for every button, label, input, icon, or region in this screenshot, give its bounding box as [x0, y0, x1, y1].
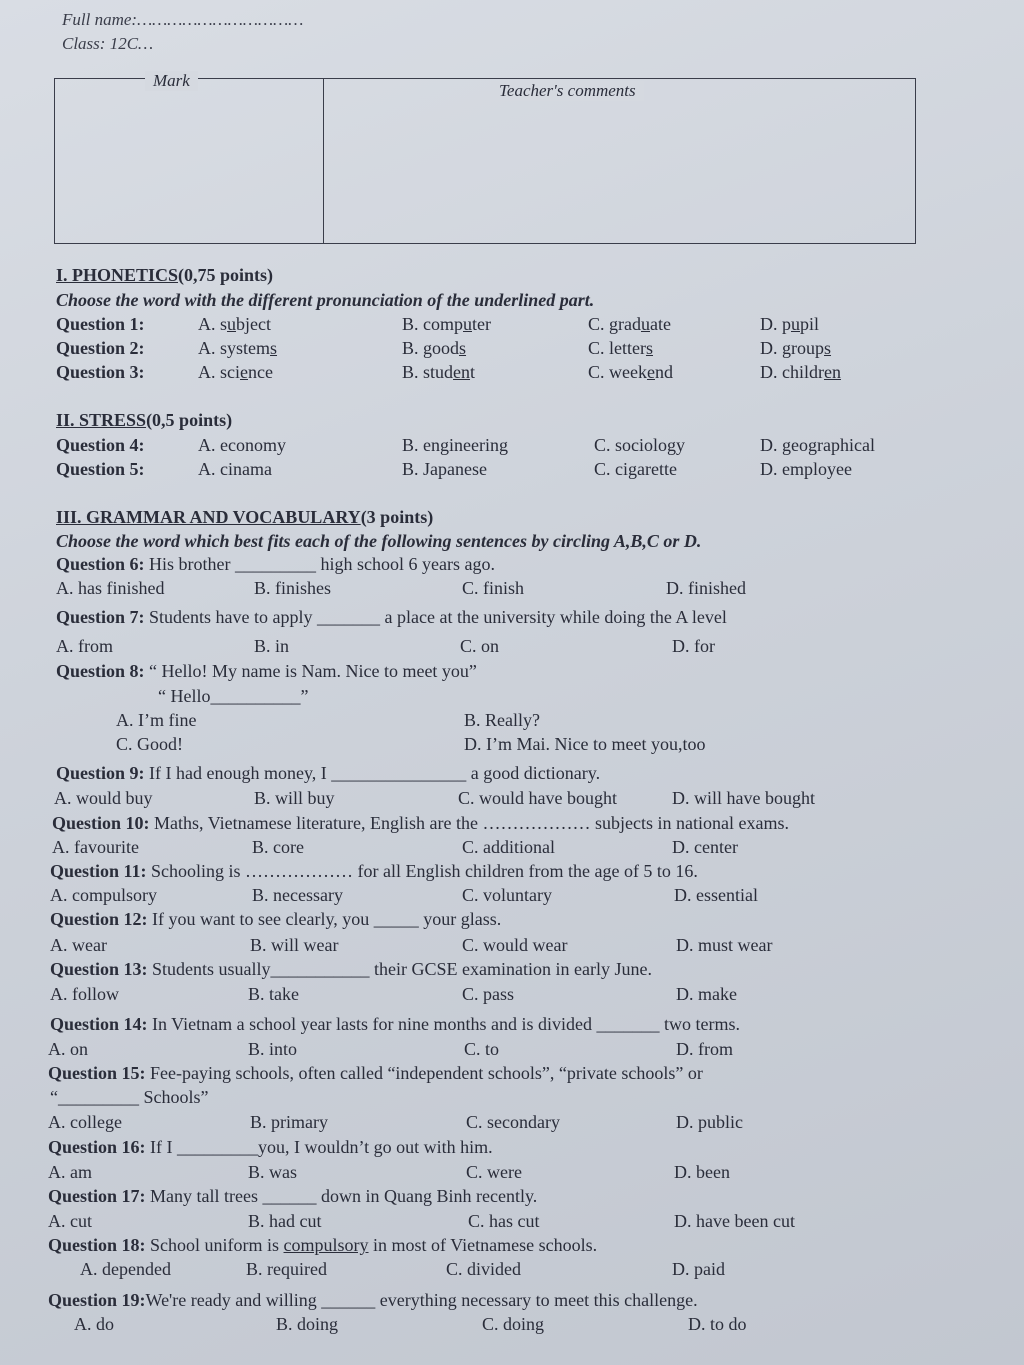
- question-row: Question 5: A. cinama B. Japanese C. cigarette D. employee: [56, 459, 852, 479]
- option[interactable]: C. Good!: [116, 734, 183, 754]
- option[interactable]: C. sociology: [594, 435, 686, 455]
- option[interactable]: B. into: [248, 1039, 298, 1059]
- option[interactable]: D. from: [676, 1039, 733, 1059]
- option[interactable]: A. wear: [50, 935, 107, 955]
- option[interactable]: A. cinama: [198, 459, 272, 479]
- option[interactable]: B. computer: [402, 314, 491, 334]
- question-row: Question 2: A. systems B. goods C. letters D. groups: [56, 338, 832, 358]
- phonetics-instruction: Choose the word with the different pronunciation of the underlined part.: [56, 290, 595, 310]
- option[interactable]: B. had cut: [248, 1211, 322, 1231]
- option[interactable]: C. were: [466, 1162, 522, 1182]
- options-row: [0, 1259, 1024, 1283]
- options-row: [0, 734, 1024, 758]
- teacher-comments-label: Teacher's comments: [491, 81, 644, 101]
- question-row: Question 4: A. economy B. engineering C. sociology D. geographical: [56, 435, 875, 455]
- question-row: Question 3: A. science B. student C. weekend D. children: [56, 362, 841, 382]
- options-row: [0, 1162, 1024, 1186]
- option[interactable]: C. secondary: [466, 1112, 560, 1132]
- mark-comments-box: [54, 71, 916, 244]
- option[interactable]: D. finished: [666, 578, 746, 598]
- option[interactable]: A. economy: [198, 435, 286, 455]
- question-stem: Question 13: Students usually___________ their GCSE examination in early June.: [50, 959, 652, 979]
- stress-heading: II. STRESS(0,5 points): [56, 410, 233, 430]
- options-row: [0, 837, 1024, 861]
- options-row: [0, 636, 1024, 660]
- option[interactable]: C. voluntary: [462, 885, 552, 905]
- question-stem: Question 17: Many tall trees ______ down in Quang Binh recently.: [48, 1186, 538, 1206]
- option[interactable]: D. employee: [760, 459, 852, 479]
- option[interactable]: C. graduate: [588, 314, 671, 334]
- option[interactable]: A. subject: [198, 314, 271, 334]
- option[interactable]: D. children: [760, 362, 841, 382]
- question-stem: Question 10: Maths, Vietnamese literature, English are the ……………… subjects in national exams.: [52, 813, 789, 833]
- option[interactable]: C. additional: [462, 837, 555, 857]
- question-stem: Question 18: School uniform is compulsory in most of Vietnamese schools.: [48, 1235, 598, 1255]
- options-row: [0, 578, 1024, 602]
- box-divider: [323, 79, 324, 243]
- option[interactable]: A. do: [74, 1314, 114, 1334]
- grammar-heading: III. GRAMMAR AND VOCABULARY(3 points): [56, 507, 434, 527]
- options-row: [0, 984, 1024, 1008]
- option[interactable]: D. make: [676, 984, 737, 1004]
- option[interactable]: C. doing: [482, 1314, 545, 1334]
- option[interactable]: C. cigarette: [594, 459, 677, 479]
- option[interactable]: B. Japanese: [402, 459, 487, 479]
- option[interactable]: B. was: [248, 1162, 297, 1182]
- option[interactable]: B. student: [402, 362, 476, 382]
- option[interactable]: D. paid: [672, 1259, 725, 1279]
- option[interactable]: C. would have bought: [458, 788, 617, 808]
- options-row: [0, 1039, 1024, 1063]
- options-row: [0, 710, 1024, 734]
- option[interactable]: A. college: [48, 1112, 122, 1132]
- option[interactable]: C. pass: [462, 984, 515, 1004]
- option[interactable]: A. favourite: [52, 837, 139, 857]
- question-stem: Question 7: Students have to apply _______ a place at the university while doing the A level: [56, 607, 727, 627]
- option[interactable]: A. from: [56, 636, 113, 656]
- full-name-line: Full name:……………………………: [62, 10, 304, 29]
- option[interactable]: D. groups: [760, 338, 832, 358]
- option[interactable]: C. has cut: [468, 1211, 540, 1231]
- grammar-instruction: Choose the word which best fits each of the following sentences by circling A,B,C or D.: [56, 531, 702, 551]
- option[interactable]: B. doing: [276, 1314, 339, 1334]
- option[interactable]: B. required: [246, 1259, 327, 1279]
- options-row: [0, 935, 1024, 959]
- option[interactable]: C. weekend: [588, 362, 673, 382]
- option[interactable]: D. will have bought: [672, 788, 815, 808]
- option[interactable]: A. systems: [198, 338, 278, 358]
- question-reply: “ Hello__________”: [158, 686, 309, 706]
- option[interactable]: D. must wear: [676, 935, 773, 955]
- phonetics-heading: I. PHONETICS(0,75 points): [56, 265, 274, 285]
- options-row: [0, 885, 1024, 909]
- option[interactable]: B. take: [248, 984, 299, 1004]
- option[interactable]: D. to do: [688, 1314, 747, 1334]
- option[interactable]: A. I’m fine: [116, 710, 197, 730]
- option[interactable]: D. center: [672, 837, 738, 857]
- options-row: [0, 788, 1024, 812]
- option[interactable]: A. would buy: [54, 788, 153, 808]
- option[interactable]: D. been: [674, 1162, 730, 1182]
- option[interactable]: C. on: [460, 636, 500, 656]
- option[interactable]: C. finish: [462, 578, 525, 598]
- question-row: Question 1: A. subject B. computer C. graduate D. pupil: [56, 314, 820, 334]
- question-stem: Question 6: His brother _________ high school 6 years ago.: [56, 554, 495, 574]
- option[interactable]: B. Really?: [464, 710, 540, 730]
- option[interactable]: A. on: [48, 1039, 88, 1059]
- option[interactable]: D. public: [676, 1112, 743, 1132]
- question-continuation: “_________ Schools”: [50, 1087, 209, 1107]
- question-stem: Question 14: In Vietnam a school year lasts for nine months and is divided _______ two terms.: [50, 1014, 741, 1034]
- option[interactable]: A. cut: [48, 1211, 92, 1231]
- option[interactable]: D. essential: [674, 885, 758, 905]
- option[interactable]: D. for: [672, 636, 715, 656]
- option[interactable]: C. letters: [588, 338, 653, 358]
- option[interactable]: D. geographical: [760, 435, 875, 455]
- option[interactable]: B. engineering: [402, 435, 508, 455]
- question-stem: Question 8: “ Hello! My name is Nam. Nice to meet you”: [56, 661, 477, 681]
- option[interactable]: B. goods: [402, 338, 467, 358]
- question-stem: Question 15: Fee-paying schools, often called “independent schools”, “private schools” or: [48, 1063, 703, 1083]
- option[interactable]: A. compulsory: [50, 885, 157, 905]
- option[interactable]: B. necessary: [252, 885, 343, 905]
- option[interactable]: B. finishes: [254, 578, 332, 598]
- option[interactable]: A. follow: [50, 984, 119, 1004]
- options-row: [0, 1112, 1024, 1136]
- options-row: [0, 1314, 1024, 1338]
- option[interactable]: D. have been cut: [674, 1211, 795, 1231]
- option[interactable]: D. I’m Mai. Nice to meet you,too: [464, 734, 706, 754]
- question-stem: Question 9: If I had enough money, I _______________ a good dictionary.: [56, 763, 601, 783]
- option[interactable]: D. pupil: [760, 314, 820, 334]
- option[interactable]: B. in: [254, 636, 290, 656]
- option[interactable]: A. has finished: [56, 578, 165, 598]
- option[interactable]: B. will buy: [254, 788, 335, 808]
- option[interactable]: B. primary: [250, 1112, 328, 1132]
- option[interactable]: A. science: [198, 362, 273, 382]
- option[interactable]: B. core: [252, 837, 304, 857]
- option[interactable]: B. will wear: [250, 935, 339, 955]
- option[interactable]: A. depended: [80, 1259, 171, 1279]
- question-stem: Question 11: Schooling is ……………… for all English children from the age of 5 to 16.: [50, 861, 698, 881]
- option[interactable]: A. am: [48, 1162, 92, 1182]
- question-stem: Question 12: If you want to see clearly, you _____ your glass.: [50, 909, 502, 929]
- option[interactable]: C. would wear: [462, 935, 568, 955]
- option[interactable]: C. divided: [446, 1259, 521, 1279]
- class-line: Class: 12C…: [62, 34, 154, 53]
- option[interactable]: C. to: [464, 1039, 500, 1059]
- options-row: [0, 1211, 1024, 1235]
- question-stem: Question 16: If I _________you, I wouldn’t go out with him.: [48, 1137, 493, 1157]
- mark-label: Mark: [145, 71, 198, 91]
- question-stem: Question 19:We're ready and willing ______ everything necessary to meet this challenge.: [48, 1290, 698, 1310]
